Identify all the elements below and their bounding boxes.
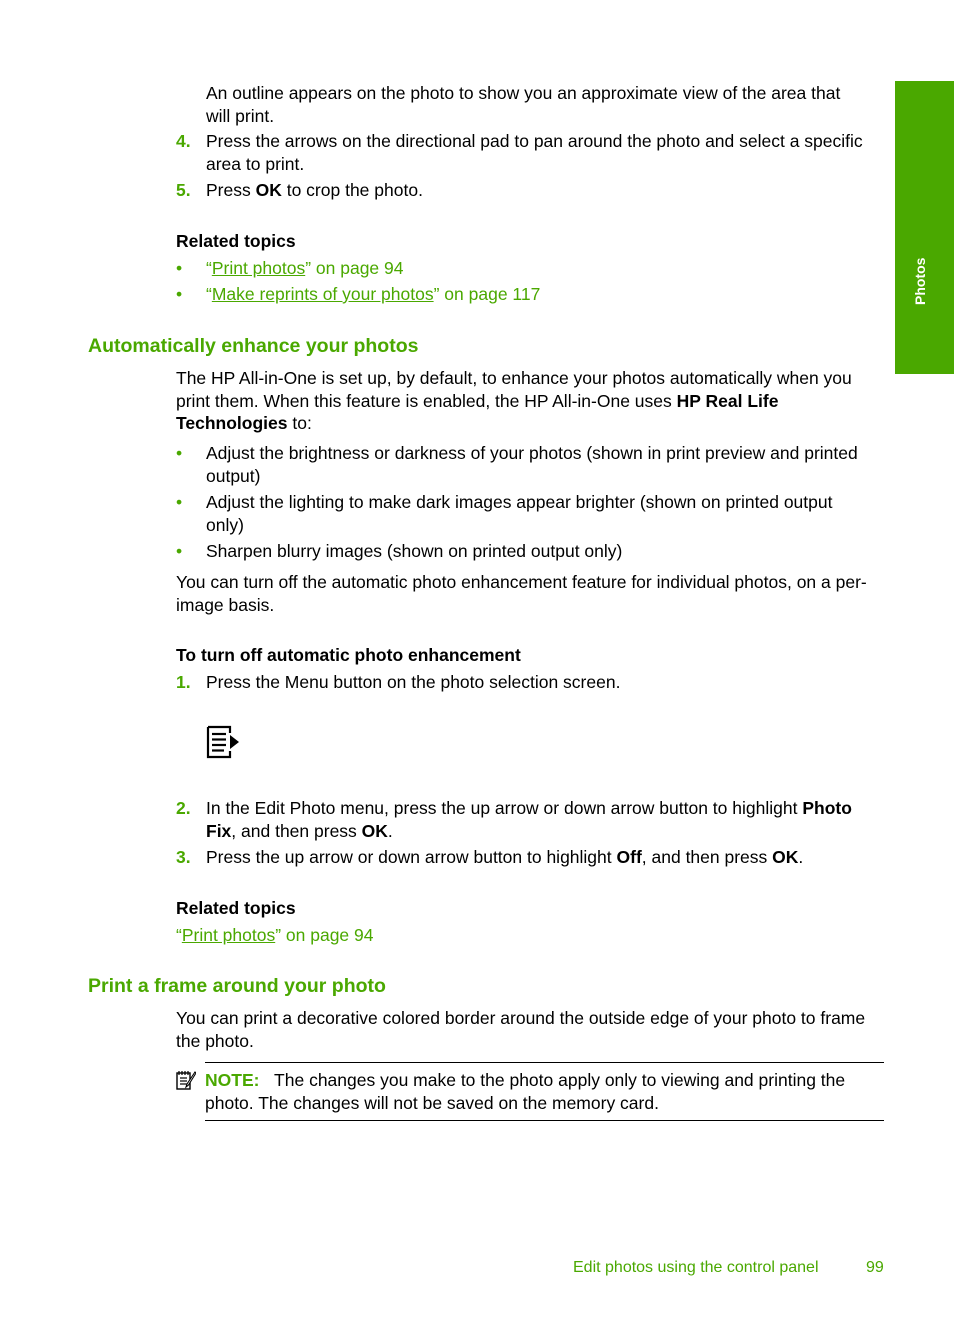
enhance-bullet-2 — [206, 491, 832, 536]
enhance-bullet-2-line1: Adjust the lighting to make dark images appear brighter (shown on printed output — [206, 492, 833, 512]
proc-step-2-number: 2. — [176, 798, 191, 818]
step-5-text — [206, 179, 423, 202]
note-line2: photo. The changes will not be saved on the memory card. — [205, 1092, 659, 1113]
related-link-make-reprints[interactable] — [206, 283, 540, 306]
link-text[interactable]: Make reprints of your photos — [211, 284, 434, 304]
side-tab — [895, 81, 954, 374]
note-bottom-rule — [205, 1120, 884, 1121]
step-2-bold-fix: Fix — [206, 820, 232, 841]
section-heading-enhance: Automatically enhance your photos — [88, 335, 419, 357]
note-icon — [176, 1070, 196, 1090]
step-3-bold-off: Off — [616, 847, 642, 867]
proc-step-1-number: 1. — [176, 672, 191, 692]
step-4-number: 4. — [176, 131, 191, 151]
frame-p1-line1: You can print a decorative colored border around the outside edge of your photo to frame — [176, 1008, 866, 1028]
step-3-end: . — [798, 847, 804, 867]
step-3-mid: , and then press — [641, 847, 773, 867]
enhance-p2-line2: image basis. — [176, 594, 275, 615]
enhance-bullet: • — [176, 443, 183, 463]
step-2-bold: Photo — [802, 798, 852, 818]
quote-open: “ — [206, 258, 212, 278]
note-label: NOTE: — [205, 1070, 260, 1090]
link-rest: ” on page 94 — [305, 258, 404, 278]
enhance-paragraph-2 — [176, 571, 867, 616]
enhance-p1-line2 — [176, 390, 852, 413]
step-2-pre: In the Edit Photo menu, press the up arrow or down arrow button to highlight — [206, 798, 803, 818]
enhance-p1-line2-bold: HP Real Life — [676, 390, 779, 411]
enhance-p1-line3-bold: Technologies — [176, 413, 288, 433]
enhance-p1-line1: The HP All-in-One is set up, by default, to enhance your photos automatically when you — [176, 368, 852, 388]
enhance-bullet: • — [176, 492, 183, 512]
quote-open: “ — [206, 284, 212, 304]
link-text[interactable]: Print photos — [211, 258, 306, 278]
note-box — [205, 1069, 884, 1114]
link-rest: ” on page 94 — [275, 925, 374, 945]
step-intro — [206, 82, 840, 127]
step-2-end: . — [387, 820, 393, 841]
enhance-p1-line2-pre: print them. When this feature is enabled, the HP All-in-One uses — [176, 390, 677, 411]
step-2-bold-ok: OK — [361, 820, 388, 841]
note-line1-text: The changes you make to the photo apply only to viewing and printing the — [274, 1070, 846, 1090]
related-bullet: • — [176, 258, 183, 278]
proc-step-2-line1 — [206, 797, 852, 820]
proc-step-1-text: Press the Menu button on the photo selection screen. — [206, 672, 621, 692]
proc-step-3-text — [206, 846, 803, 869]
enhance-bullet-3 — [206, 540, 622, 563]
step-5-bold: OK — [255, 180, 282, 200]
related-link-print-photos-2[interactable] — [176, 924, 374, 947]
proc-step-3-number: 3. — [176, 847, 191, 867]
link-text[interactable]: Print photos — [181, 925, 276, 945]
enhance-bullet-1 — [206, 442, 858, 487]
footer-page-number: 99 — [866, 1259, 884, 1276]
step-intro-line2: will print. — [206, 105, 275, 126]
step-4-text — [206, 130, 863, 175]
side-tab-label: Photos — [912, 257, 928, 305]
section-heading-frame: Print a frame around your photo — [88, 975, 386, 997]
procedure-heading: To turn off automatic photo enhancement — [176, 645, 521, 665]
enhance-bullet-2-line2: only) — [206, 514, 244, 535]
footer-section-title: Edit photos using the control panel — [573, 1259, 819, 1276]
frame-paragraph — [176, 1007, 865, 1052]
enhance-bullet-3-line1: Sharpen blurry images (shown on printed output only) — [206, 541, 623, 561]
enhance-bullet-1-line1: Adjust the brightness or darkness of your photos (shown in print preview and printed — [206, 443, 858, 463]
proc-step-2-line2 — [206, 820, 852, 843]
related-bullet: • — [176, 284, 183, 304]
related-link-print-photos[interactable] — [206, 257, 404, 280]
enhance-p1-line3-post: to: — [287, 413, 312, 433]
enhance-paragraph-1 — [176, 367, 852, 435]
menu-button-icon — [206, 725, 240, 759]
note-top-rule — [205, 1062, 884, 1063]
step-intro-line1: An outline appears on the photo to show you an approximate view of the area that — [206, 83, 841, 103]
step-5-number: 5. — [176, 180, 191, 200]
step-3-pre: Press the up arrow or down arrow button to highlight — [206, 847, 617, 867]
enhance-p1-line3 — [176, 412, 852, 435]
step-4-line1: Press the arrows on the directional pad to pan around the photo and select a specific — [206, 131, 863, 151]
related-topics-heading: Related topics — [176, 231, 296, 251]
proc-step-2-text — [206, 797, 852, 842]
link-rest: ” on page 117 — [433, 284, 541, 304]
frame-p1-line2: the photo. — [176, 1030, 254, 1051]
enhance-p2-line1: You can turn off the automatic photo enhancement feature for individual photos, on a per- — [176, 572, 867, 592]
step-5-pre: Press — [206, 180, 256, 200]
enhance-bullet: • — [176, 541, 183, 561]
step-4-line2: area to print. — [206, 153, 305, 174]
related-topics-heading-2: Related topics — [176, 898, 296, 918]
step-2-mid: , and then press — [231, 820, 362, 841]
step-5-post: to crop the photo. — [281, 180, 423, 200]
step-3-bold-ok: OK — [772, 847, 799, 867]
enhance-bullet-1-line2: output) — [206, 465, 261, 486]
quote-open: “ — [176, 925, 182, 945]
note-line1 — [205, 1069, 884, 1092]
